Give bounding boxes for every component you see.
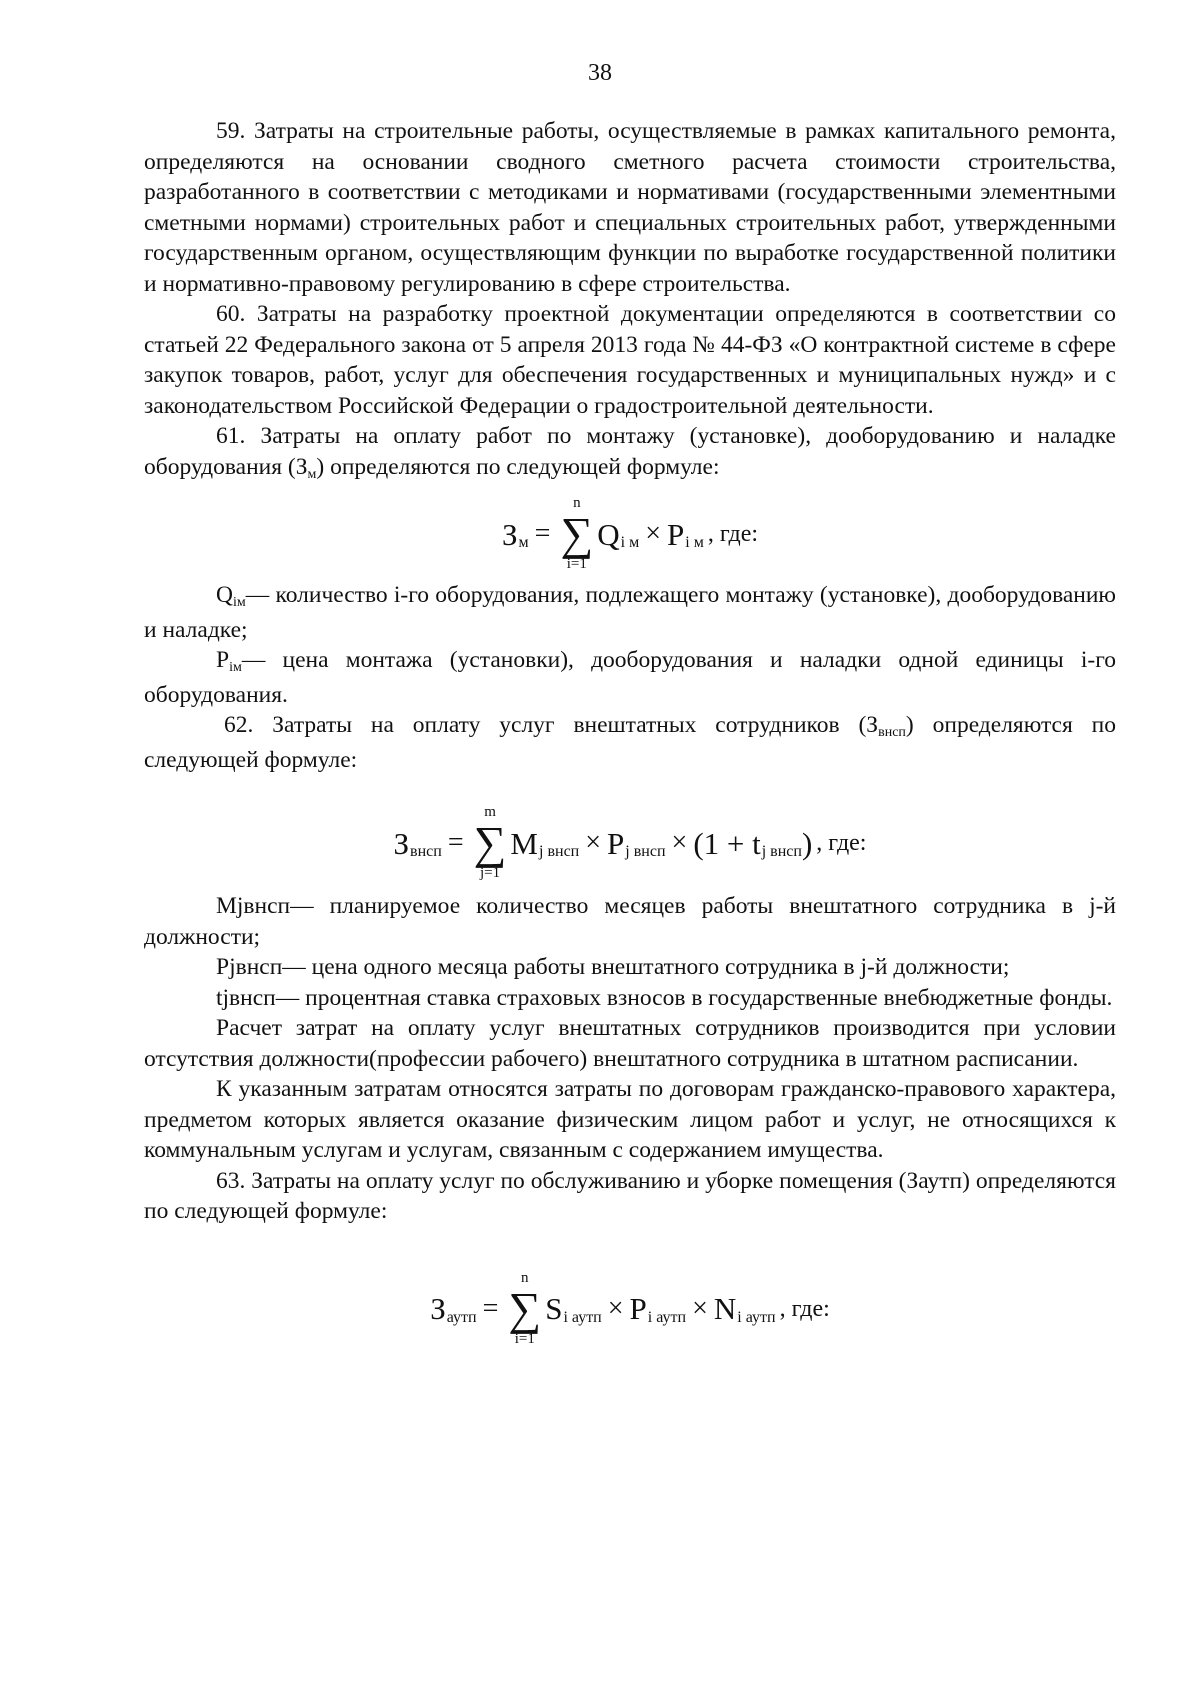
formula2-term-m: M	[510, 825, 538, 861]
formula2-paren-open: (1 + t	[693, 825, 761, 861]
formula1-lhs: З	[501, 516, 518, 552]
definition-pj: Рjвнсп— цена одного месяца работы внештатного сотрудника в j-й должности;	[216, 954, 1010, 980]
formula1-sum	[560, 496, 593, 572]
formula1-term-p: P	[667, 516, 685, 552]
formula2-lhs: З	[393, 825, 410, 861]
formula3-term-p-sub: i аутп	[647, 1308, 687, 1326]
paragraph-62-text-before: 62. Затраты на оплату услуг внештатных сотрудников (З	[224, 712, 879, 738]
definition-m: Мjвнсп— планируемое количество месяцев работы внештатного сотрудника в j-й должности;	[144, 893, 1116, 950]
formula2-equals: =	[447, 827, 464, 858]
paragraph-62	[144, 710, 1116, 775]
formula1-lhs-sub: м	[518, 534, 529, 551]
formula1-term-q: Q	[597, 516, 620, 552]
definition-q	[144, 580, 1116, 645]
formula3-term-n: N	[713, 1291, 737, 1326]
definition-q-text: — количество i-го оборудования, подлежащего монтажу (установке), дооборудованию и наладке;	[144, 582, 1116, 643]
formula3-multiply-1: ×	[607, 1292, 624, 1324]
paragraph-60: 60. Затраты на разработку проектной документации определяются в соответствии со статьей 22 Федерального закона от 5 апреля 2013 года № 44-ФЗ «О контрактной системе в сфере закупок товаров, работ, услуг для обеспечения государственных и муниципальных нужд» и с законодательством Российской Федерации о градостроительной деятельности.	[144, 301, 1116, 419]
formula2-term-m-sub: j внсп	[539, 843, 580, 860]
formula2-sum-lower: j=1	[479, 865, 501, 881]
formula1-equals: =	[534, 518, 551, 549]
formula2-sum-upper: m	[484, 804, 496, 820]
formula-freelance-cost	[144, 805, 1116, 881]
definition-p-sub: iм	[229, 660, 242, 675]
formula1-term-q-sub: i м	[620, 534, 640, 551]
formula3-term-p: P	[629, 1291, 647, 1326]
formula2-term-p-sub: j внсп	[625, 843, 666, 860]
formula2-lhs-sub: внсп	[410, 843, 442, 860]
formula3-lhs: З	[430, 1291, 446, 1326]
sigma-icon: ∑	[560, 508, 594, 559]
paragraph-61-text-before: 61. Затраты на оплату работ по монтажу (установке), дооборудованию и наладке оборудования (З	[144, 423, 1116, 480]
paragraph-61-text-after: ) определяются по следующей формуле:	[316, 453, 720, 480]
sigma-icon: ∑	[508, 1282, 542, 1334]
formula3-sum-upper: n	[521, 1269, 529, 1286]
sigma-icon: ∑	[473, 817, 507, 868]
paragraph-62-subscript: внсп	[878, 725, 906, 740]
formula1-multiply: ×	[645, 518, 661, 549]
formula2-term-t-sub: j внсп	[761, 843, 802, 860]
formula2-tail: , где:	[816, 830, 867, 856]
formula1-term-p-sub: i м	[685, 534, 704, 551]
definition-t: tjвнсп— процентная ставка страховых взносов в государственные внебюджетные фонды.	[216, 984, 1113, 1011]
formula2-sum	[474, 805, 507, 881]
formula1-tail: , где:	[707, 521, 759, 547]
formula-cleaning-cost	[144, 1271, 1116, 1347]
paragraph-related-costs: К указанным затратам относятся затраты по договорам гражданско-правового характера, предметом которых является оказание физическим лицом работ и услуг, не относящихся к коммунальным услугам и услугам, связанным с содержанием имущества.	[144, 1076, 1116, 1163]
formula3-sum	[508, 1271, 541, 1347]
formula3-multiply-2: ×	[692, 1292, 708, 1324]
document-body	[144, 116, 1116, 1357]
formula3-sum-lower: i=1	[514, 1330, 535, 1347]
formula3-equals: =	[482, 1292, 499, 1324]
definition-p-text: — цена монтажа (установки), дооборудования и наладки одной единицы i-го оборудования.	[144, 647, 1116, 708]
definition-q-sub: iм	[232, 595, 246, 610]
formula2-paren-close: )	[801, 825, 813, 861]
paragraph-63: 63. Затраты на оплату услуг по обслуживанию и уборке помещения (Заутп) определяются по следующей формуле:	[144, 1167, 1116, 1224]
formula2-multiply-2: ×	[671, 827, 688, 858]
definition-p-symbol: P	[216, 647, 230, 673]
paragraph-62-text-after: ) определяются по следующей формуле:	[144, 712, 1116, 773]
page-number: 38	[588, 60, 612, 86]
paragraph-61	[144, 421, 1116, 486]
formula2-multiply-1: ×	[585, 827, 602, 858]
paragraph-calculation-condition: Расчет затрат на оплату услуг внештатных сотрудников производится при условии отсутствия должности(профессии рабочего) внештатного сотрудника в штатном расписании.	[144, 1015, 1116, 1072]
definition-q-symbol: Q	[216, 582, 233, 608]
definition-p	[144, 645, 1116, 710]
paragraph-59: 59. Затраты на строительные работы, осуществляемые в рамках капитального ремонта, определяются на основании сводного сметного расчета стоимости строительства, разработанного в соответствии с методиками и нормативами (государственными элементными сметными нормами) строительных работ и специальных строительных работ, утвержденными государственным органом, осуществляющим функции по выработке государственной политики и нормативно-правовому регулированию в сфере строительства.	[144, 118, 1116, 297]
formula1-sum-lower: i=1	[566, 556, 587, 572]
formula3-lhs-sub: аутп	[446, 1308, 477, 1326]
formula2-term-p: P	[607, 825, 625, 861]
formula-installation-cost	[144, 496, 1116, 572]
formula3-term-s-sub: i аутп	[563, 1308, 602, 1326]
formula3-term-n-sub: i аутп	[737, 1308, 776, 1326]
paragraph-61-subscript: м	[307, 466, 317, 482]
formula3-tail: , где:	[779, 1295, 830, 1322]
formula3-term-s: S	[545, 1291, 563, 1326]
formula1-sum-upper: n	[573, 495, 581, 511]
